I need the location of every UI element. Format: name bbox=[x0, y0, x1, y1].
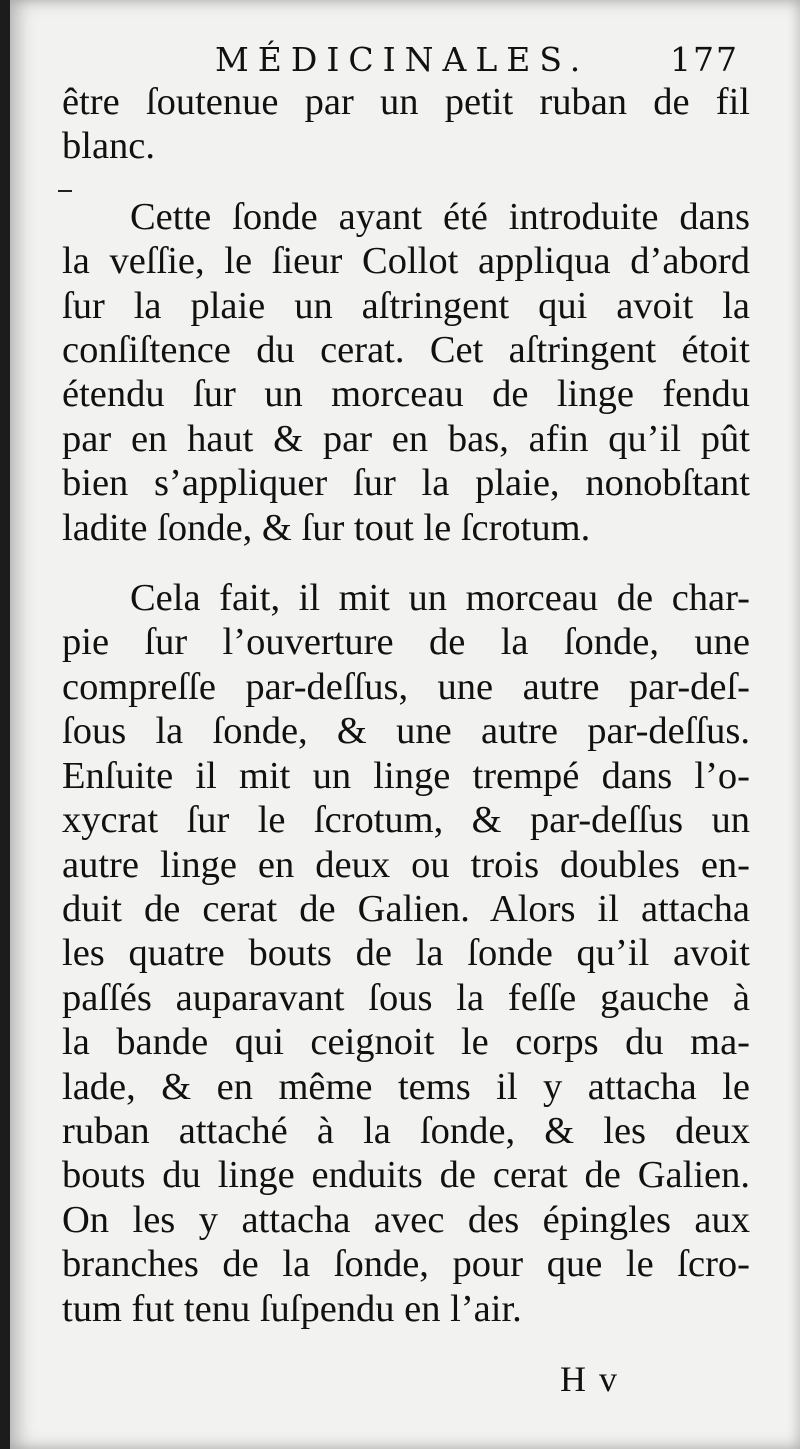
text-line: branches de la ſonde, pour que le ſcro- bbox=[62, 1243, 750, 1286]
text-line: duit de cerat de Galien. Alors il attacha bbox=[62, 887, 750, 930]
book-page bbox=[10, 0, 800, 1449]
paragraph-gap bbox=[62, 169, 750, 195]
text-line: la veſſie, le ſieur Collot appliqua d’abord bbox=[62, 240, 750, 283]
text-line: xycrat ſur le ſcrotum, & par-deſſus un bbox=[62, 799, 750, 842]
text-line: les quatre bouts de la ſonde qu’il avoit bbox=[62, 932, 750, 975]
text-line: ladite ſonde, & ſur tout le ſcrotum. bbox=[62, 506, 591, 549]
paragraph-gap bbox=[62, 550, 750, 576]
paragraph-1 bbox=[62, 80, 750, 169]
text-line: être ſoutenue par un petit ruban de fil bbox=[62, 81, 750, 123]
text-line: compreſſe par-deſſus, une autre par-deſ- bbox=[62, 665, 750, 708]
text-line: conſiſtence du cerat. Cet aſtringent étoit bbox=[62, 329, 750, 372]
text-line: On les y attacha avec des épingles aux bbox=[62, 1198, 750, 1241]
text-line: Cela fait, il mit un morceau de char- bbox=[130, 577, 750, 620]
text-line: lade, & en même tems il y attacha le bbox=[62, 1065, 750, 1108]
text-line: tum fut tenu ſuſpendu en l’air. bbox=[62, 1287, 522, 1330]
text-line: blanc. bbox=[62, 125, 155, 168]
text-line: ruban attaché à la ſonde, & les deux bbox=[62, 1109, 750, 1152]
page-number: 177 bbox=[670, 40, 739, 79]
running-head: MÉDICINALES. bbox=[215, 40, 590, 79]
paragraph-3 bbox=[62, 576, 750, 1331]
text-line: pie ſur l’ouverture de la ſonde, une bbox=[62, 621, 750, 664]
text-line: autre linge en deux ou trois doubles en- bbox=[62, 843, 750, 886]
signature-mark: H v bbox=[560, 1359, 619, 1399]
text-line: ſur la plaie un aſtringent qui avoit la bbox=[62, 284, 750, 327]
text-line: paſſés auparavant ſous la feſſe gauche à bbox=[62, 976, 750, 1019]
text-line: bouts du linge enduits de cerat de Galien. bbox=[62, 1154, 750, 1197]
text-line: Cette ſonde ayant été introduite dans bbox=[130, 195, 750, 238]
text-line: Enſuite il mit un linge trempé dans l’o- bbox=[62, 754, 750, 797]
text-line: étendu ſur un morceau de linge fendu bbox=[62, 373, 750, 416]
body-text bbox=[62, 80, 750, 1331]
text-line: ſous la ſonde, & une autre par-deſſus. bbox=[62, 710, 750, 753]
text-line: la bande qui ceignoit le corps du ma- bbox=[62, 1021, 750, 1064]
paragraph-2 bbox=[62, 195, 750, 550]
text-line: bien s’appliquer ſur la plaie, nonobſtant bbox=[62, 462, 750, 505]
text-line: par en haut & par en bas, afin qu’il pût bbox=[62, 417, 750, 460]
